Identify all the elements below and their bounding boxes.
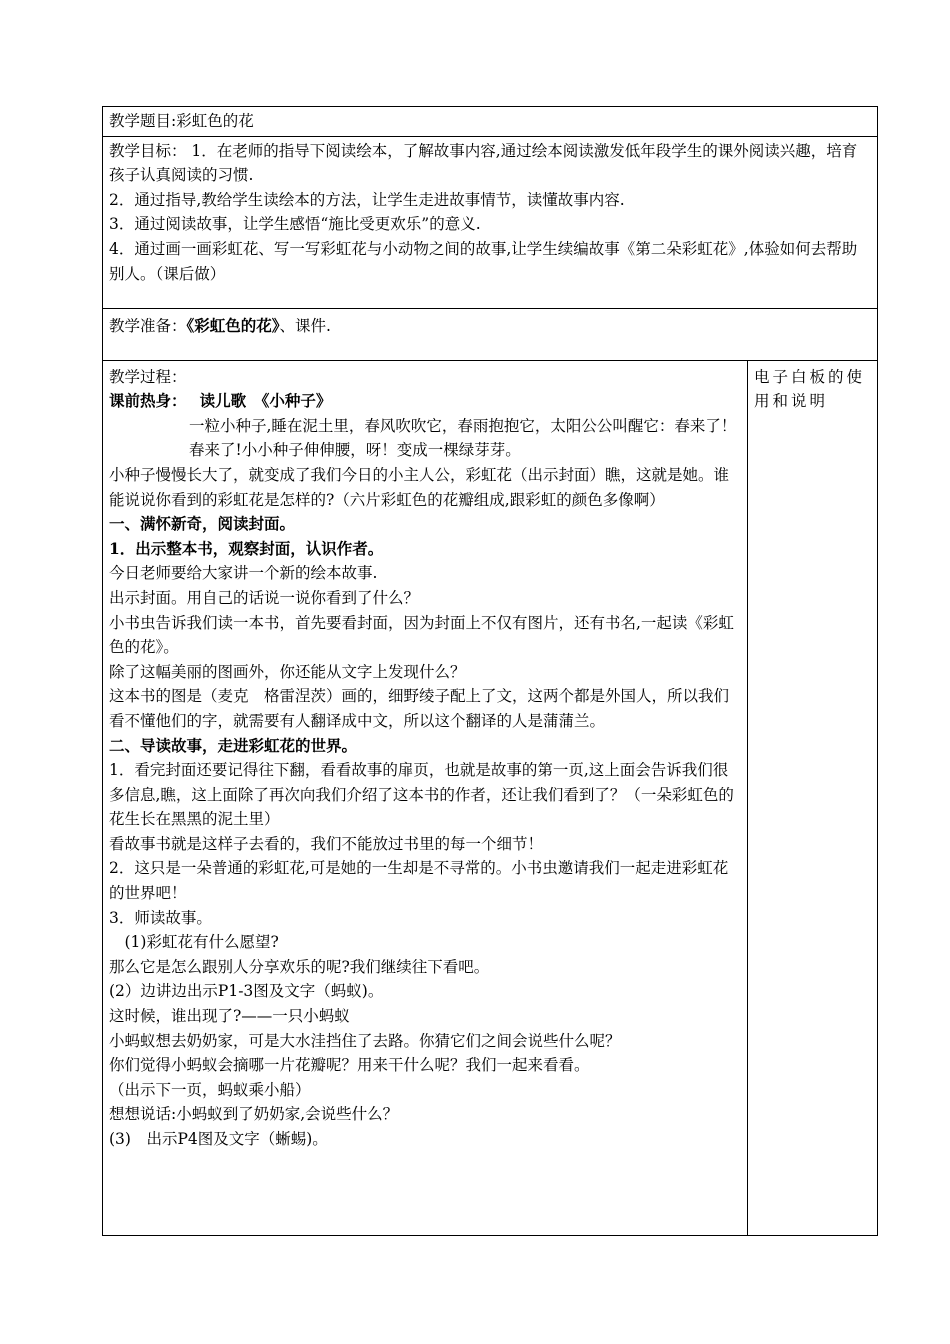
process-line: 这本书的图是（麦克 格雷涅茨）画的，细野绫子配上了文，这两个都是外国人，所以我们看不懂他们的字，就需要有人翻译成中文，所以这个翻译的人是蒲蒲兰。: [109, 687, 730, 730]
process-line: 你们觉得小蚂蚁会摘哪一片花瓣呢？用来干什么呢？我们一起来看看。: [109, 1056, 590, 1075]
process-line: (2）边讲边出示P1-3图及文字（蚂蚁)。: [109, 982, 384, 1001]
side-note: 电子白板的使用和说明: [754, 367, 866, 411]
process-line: 那么它是怎么跟别人分享欢乐的呢?我们继续往下看吧。: [109, 957, 490, 976]
process-line: 小种子慢慢长大了，就变成了我们今日的小主人公，彩虹花（出示封面）瞧，这就是她。谁能说说你看到的彩虹花是怎样的?（六片彩虹色的花瓣组成,跟彩虹的颜色多像啊）: [109, 465, 730, 509]
warmup-heading: 课前热身： 读儿歌 《小种子》: [109, 391, 332, 411]
section-heading: 一、满怀新奇，阅读封面。: [109, 514, 296, 534]
goal-4: 4．通过画一画彩虹花、写一写彩虹花与小动物之间的故事,让学生续编故事《第二朵彩虹花》,体验如何去帮助别人。（课后做）: [109, 239, 858, 283]
process-line: (1)彩虹花有什么愿望?: [109, 933, 279, 952]
goal-3: 3．通过阅读故事，让学生感悟“施比受更欢乐”的意义.: [109, 215, 481, 234]
prep-book: 《彩虹色的花》: [186, 315, 280, 335]
process-line: 小蚂蚁想去奶奶家，可是大水洼挡住了去路。你猜它们之间会说些什么呢？: [109, 1031, 621, 1050]
process-line: 出示封面。用自己的话说一说你看到了什么？: [109, 588, 420, 607]
prep-rest: 、课件.: [279, 316, 331, 335]
section-heading: 1．出示整本书，观察封面，认识作者。: [109, 538, 384, 558]
lesson-plan-page: [102, 106, 877, 1236]
process-line: 2．这只是一朵普通的彩虹花,可是她的一生却是不寻常的。小书虫邀请我们一起走进彩虹花的世界吧！: [109, 859, 729, 903]
prep-row: [103, 308, 878, 360]
lesson-plan-table: [102, 106, 878, 1236]
section-heading: 二、导读故事，走进彩虹花的世界。: [109, 735, 358, 755]
process-lines: [109, 414, 741, 1152]
lesson-title: 教学题目:彩虹色的花: [109, 112, 254, 130]
process-heading: 教学过程：: [109, 367, 187, 386]
process-line: （出示下一页，蚂蚁乘小船）: [109, 1080, 311, 1099]
process-line: 小书虫告诉我们读一本书，首先要看封面，因为封面上不仅有图片，还有书名,一起读《彩虹色的花》。: [109, 613, 734, 657]
title-row: [103, 107, 878, 137]
process-line: 1．看完封面还要记得往下翻，看看故事的扉页，也就是故事的第一页,这上面会告诉我们很多信息,瞧，这上面除了再次向我们介绍了这本书的作者，还让我们看到了？（一朵彩虹色的花生长在黑黑的泥土里）: [109, 761, 734, 829]
process-row: [103, 360, 878, 1235]
process-line: 一粒小种子,睡在泥土里，春风吹吹它，春雨抱抱它，太阳公公叫醒它：春来了！春来了!小小种子伸伸腰，呀！变成一棵绿芽芽。: [189, 416, 737, 460]
process-line: 3．师读故事。: [109, 908, 212, 927]
process-line: 除了这幅美丽的图画外，你还能从文字上发现什么？: [109, 662, 466, 681]
process-cell: [103, 360, 748, 1235]
prep-label: 教学准备：: [109, 316, 187, 335]
prep-line: [109, 314, 871, 339]
process-line: 今日老师要给大家讲一个新的绘本故事.: [109, 564, 378, 583]
side-note-cell: [748, 360, 878, 1235]
process-line: 想想说话:小蚂蚁到了奶奶家,会说些什么？: [109, 1105, 399, 1124]
process-line: 看故事书就是这样子去看的，我们不能放过书里的每一个细节！: [109, 834, 544, 853]
goal-1: 教学目标： 1．在老师的指导下阅读绘本，了解故事内容,通过绘本阅读激发低年段学生的课外阅读兴趣，培育孩子认真阅读的习惯.: [109, 141, 858, 185]
goal-2: 2．通过指导,教给学生读绘本的方法，让学生走进故事情节，读懂故事内容.: [109, 190, 625, 209]
process-line: 这时候，谁出现了?——一只小蚂蚁: [109, 1007, 350, 1026]
process-line: (3) 出示P4图及文字（蜥蜴)。: [109, 1130, 328, 1148]
goals-row: [103, 136, 878, 308]
